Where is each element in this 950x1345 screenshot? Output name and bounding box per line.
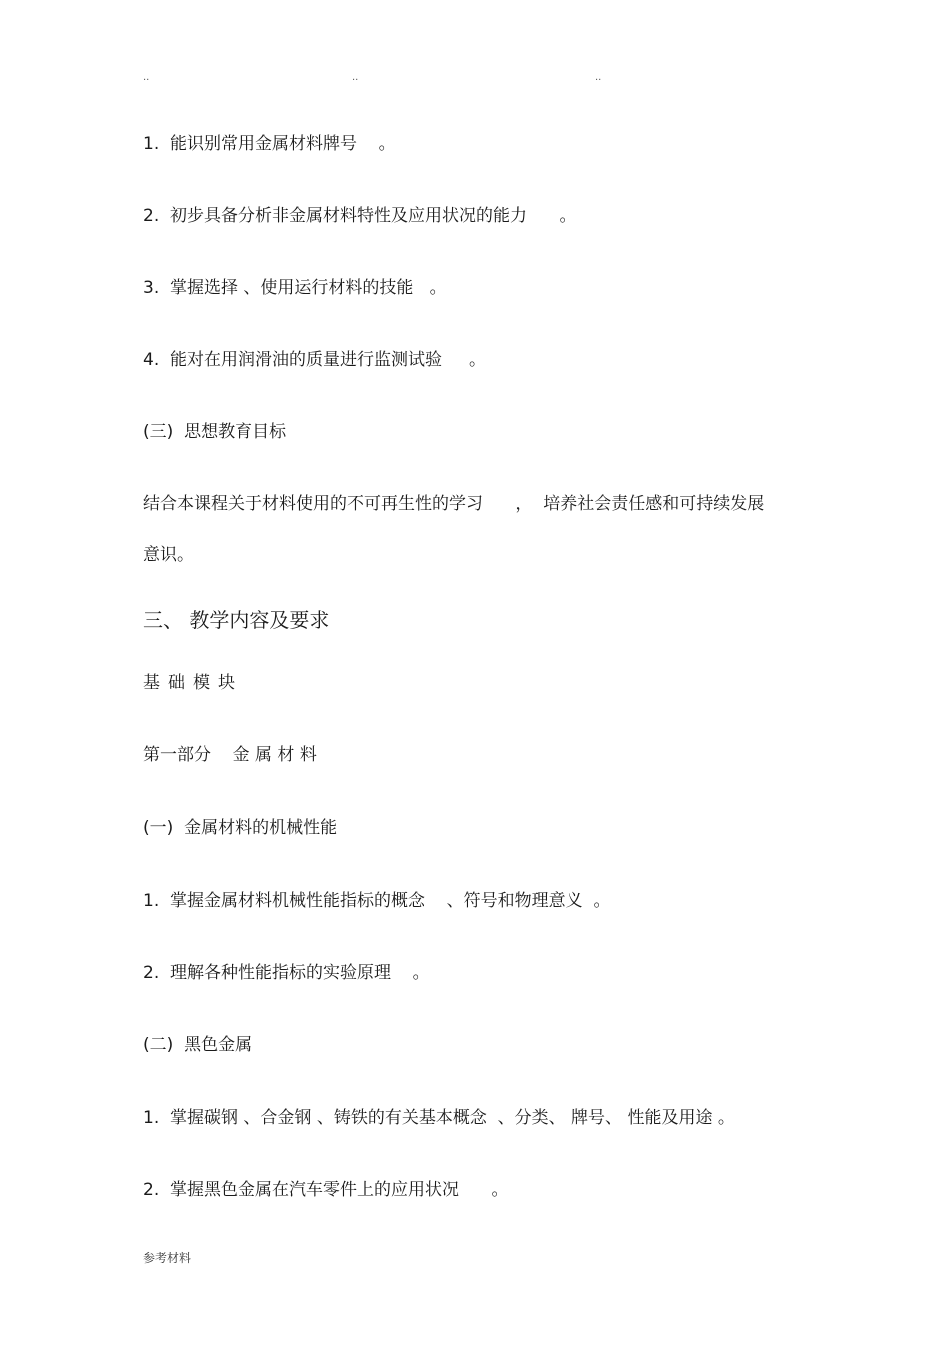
module-title: 基础模块 [143, 673, 243, 693]
skill-item-4: 4. 能对在用润滑油的质量进行监测试验 。 [143, 350, 487, 370]
part-title: 第一部分 金 属 材 料 [143, 745, 317, 765]
ideology-paragraph-line-1: 结合本课程关于材料使用的不可再生性的学习 ， 培养社会责任感和可持续发展 [143, 494, 765, 514]
subsection-two-title: (二) 黑色金属 [143, 1035, 253, 1055]
header-mark-center: .. [352, 72, 359, 83]
subsection-two-item-2: 2. 掌握黑色金属在汽车零件上的应用状况 。 [143, 1180, 509, 1200]
header-mark-left: .. [143, 72, 150, 83]
chapter-title: 三、 教学内容及要求 [143, 608, 330, 632]
subsection-one-item-2: 2. 理解各种性能指标的实验原理 。 [143, 963, 430, 983]
skill-item-2: 2. 初步具备分析非金属材料特性及应用状况的能力 。 [143, 206, 577, 226]
ideology-paragraph-line-2: 意识。 [143, 545, 194, 565]
subsection-two-item-1: 1. 掌握碳钢 、合金钢 、铸铁的有关基本概念 、分类、 牌号、 性能及用途 。 [143, 1108, 735, 1128]
skill-item-3: 3. 掌握选择 、使用运行材料的技能 。 [143, 278, 447, 298]
section-three-title: (三) 思想教育目标 [143, 422, 287, 442]
subsection-one-item-1: 1. 掌握金属材料机械性能指标的概念 、符号和物理意义 。 [143, 891, 611, 911]
header-mark-right: .. [595, 72, 602, 83]
skill-item-1: 1. 能识别常用金属材料牌号 。 [143, 134, 396, 154]
subsection-one-title: (一) 金属材料的机械性能 [143, 818, 338, 838]
page-footer-label: 参考材料 [143, 1251, 192, 1265]
